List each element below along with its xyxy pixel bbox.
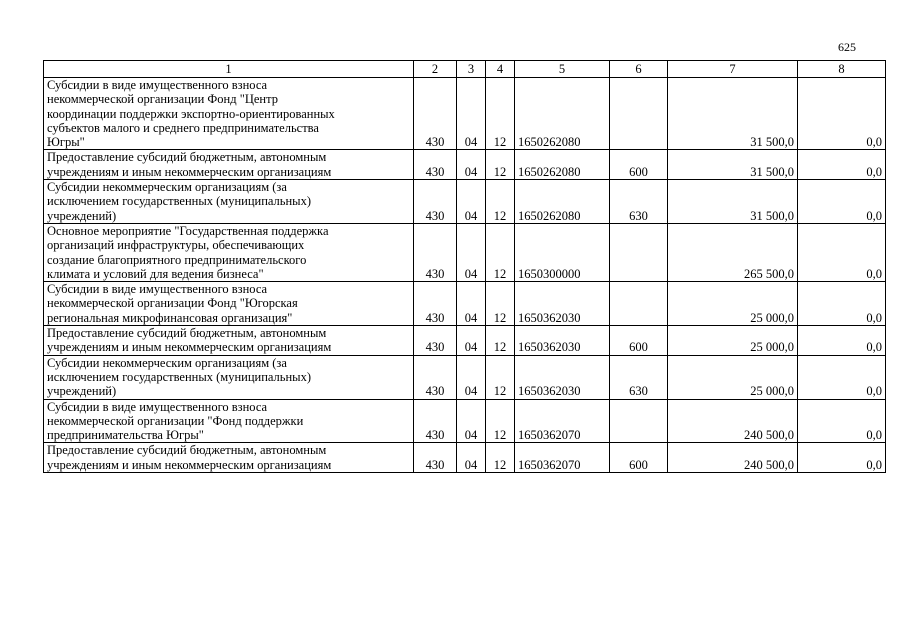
row-name-cell: Основное мероприятие "Государственная поддержка организаций инфраструктуры, обеспечивающих создание благоприятного предпринимательского климата и условий для ведения бизнеса" xyxy=(44,223,414,281)
subsection-cell: 12 xyxy=(486,282,515,326)
expense-type-cell xyxy=(610,78,668,150)
column-header: 6 xyxy=(610,61,668,78)
section-cell: 04 xyxy=(457,399,486,443)
row-name-cell: Субсидии в виде имущественного взноса некоммерческой организации "Фонд поддержки предпринимательства Югры" xyxy=(44,399,414,443)
row-name-cell: Субсидии некоммерческим организациям (за исключением государственных (муниципальных) учреждений) xyxy=(44,180,414,224)
column-header: 4 xyxy=(486,61,515,78)
amount-cell: 31 500,0 xyxy=(668,78,798,150)
target-article-cell: 1650262080 xyxy=(515,78,610,150)
column-header: 2 xyxy=(414,61,457,78)
subsection-cell: 12 xyxy=(486,355,515,399)
column-header: 7 xyxy=(668,61,798,78)
expense-type-cell xyxy=(610,282,668,326)
ministry-code-cell: 430 xyxy=(414,399,457,443)
expense-type-cell: 600 xyxy=(610,326,668,356)
table-row xyxy=(44,180,886,224)
column-header: 5 xyxy=(515,61,610,78)
expense-type-cell: 600 xyxy=(610,443,668,473)
expense-type-cell: 630 xyxy=(610,355,668,399)
section-cell: 04 xyxy=(457,282,486,326)
row-name-cell: Предоставление субсидий бюджетным, автономным учреждениям и иным некоммерческим организациям xyxy=(44,150,414,180)
column-header: 3 xyxy=(457,61,486,78)
section-cell: 04 xyxy=(457,355,486,399)
amount-federal-cell: 0,0 xyxy=(798,399,886,443)
expense-type-cell: 600 xyxy=(610,150,668,180)
section-cell: 04 xyxy=(457,326,486,356)
section-cell: 04 xyxy=(457,150,486,180)
table-row xyxy=(44,399,886,443)
column-header: 1 xyxy=(44,61,414,78)
amount-cell: 31 500,0 xyxy=(668,180,798,224)
table-row xyxy=(44,326,886,356)
target-article-cell: 1650362070 xyxy=(515,399,610,443)
section-cell: 04 xyxy=(457,223,486,281)
amount-federal-cell: 0,0 xyxy=(798,180,886,224)
amount-cell: 31 500,0 xyxy=(668,150,798,180)
amount-federal-cell: 0,0 xyxy=(798,78,886,150)
target-article-cell: 1650362030 xyxy=(515,326,610,356)
amount-federal-cell: 0,0 xyxy=(798,443,886,473)
subsection-cell: 12 xyxy=(486,223,515,281)
target-article-cell: 1650362070 xyxy=(515,443,610,473)
target-article-cell: 1650300000 xyxy=(515,223,610,281)
column-header: 8 xyxy=(798,61,886,78)
budget-table xyxy=(43,60,886,473)
target-article-cell: 1650362030 xyxy=(515,282,610,326)
subsection-cell: 12 xyxy=(486,78,515,150)
ministry-code-cell: 430 xyxy=(414,223,457,281)
row-name-cell: Субсидии в виде имущественного взноса некоммерческой организации Фонд "Югорская региональная микрофинансовая организация" xyxy=(44,282,414,326)
amount-federal-cell: 0,0 xyxy=(798,282,886,326)
subsection-cell: 12 xyxy=(486,399,515,443)
amount-federal-cell: 0,0 xyxy=(798,223,886,281)
amount-federal-cell: 0,0 xyxy=(798,326,886,356)
section-cell: 04 xyxy=(457,443,486,473)
section-cell: 04 xyxy=(457,78,486,150)
amount-cell: 265 500,0 xyxy=(668,223,798,281)
subsection-cell: 12 xyxy=(486,180,515,224)
page-number: 625 xyxy=(838,40,856,54)
amount-cell: 25 000,0 xyxy=(668,282,798,326)
amount-cell: 25 000,0 xyxy=(668,326,798,356)
section-cell: 04 xyxy=(457,180,486,224)
subsection-cell: 12 xyxy=(486,150,515,180)
amount-cell: 240 500,0 xyxy=(668,443,798,473)
expense-type-cell: 630 xyxy=(610,180,668,224)
expense-type-cell xyxy=(610,223,668,281)
table-row xyxy=(44,223,886,281)
table-row xyxy=(44,443,886,473)
ministry-code-cell: 430 xyxy=(414,150,457,180)
row-name-cell: Предоставление субсидий бюджетным, автономным учреждениям и иным некоммерческим организациям xyxy=(44,326,414,356)
ministry-code-cell: 430 xyxy=(414,443,457,473)
ministry-code-cell: 430 xyxy=(414,282,457,326)
subsection-cell: 12 xyxy=(486,443,515,473)
amount-cell: 25 000,0 xyxy=(668,355,798,399)
ministry-code-cell: 430 xyxy=(414,355,457,399)
amount-cell: 240 500,0 xyxy=(668,399,798,443)
ministry-code-cell: 430 xyxy=(414,326,457,356)
header-row xyxy=(44,61,886,78)
table-row xyxy=(44,78,886,150)
expense-type-cell xyxy=(610,399,668,443)
target-article-cell: 1650362030 xyxy=(515,355,610,399)
table-row xyxy=(44,150,886,180)
ministry-code-cell: 430 xyxy=(414,78,457,150)
table-row xyxy=(44,282,886,326)
amount-federal-cell: 0,0 xyxy=(798,150,886,180)
amount-federal-cell: 0,0 xyxy=(798,355,886,399)
row-name-cell: Субсидии в виде имущественного взноса некоммерческой организации Фонд "Центр координации поддержки экспортно-ориентированных субъектов малого и среднего предпринимательства Югры" xyxy=(44,78,414,150)
ministry-code-cell: 430 xyxy=(414,180,457,224)
row-name-cell: Субсидии некоммерческим организациям (за исключением государственных (муниципальных) учреждений) xyxy=(44,355,414,399)
target-article-cell: 1650262080 xyxy=(515,150,610,180)
target-article-cell: 1650262080 xyxy=(515,180,610,224)
table-row xyxy=(44,355,886,399)
subsection-cell: 12 xyxy=(486,326,515,356)
row-name-cell: Предоставление субсидий бюджетным, автономным учреждениям и иным некоммерческим организациям xyxy=(44,443,414,473)
